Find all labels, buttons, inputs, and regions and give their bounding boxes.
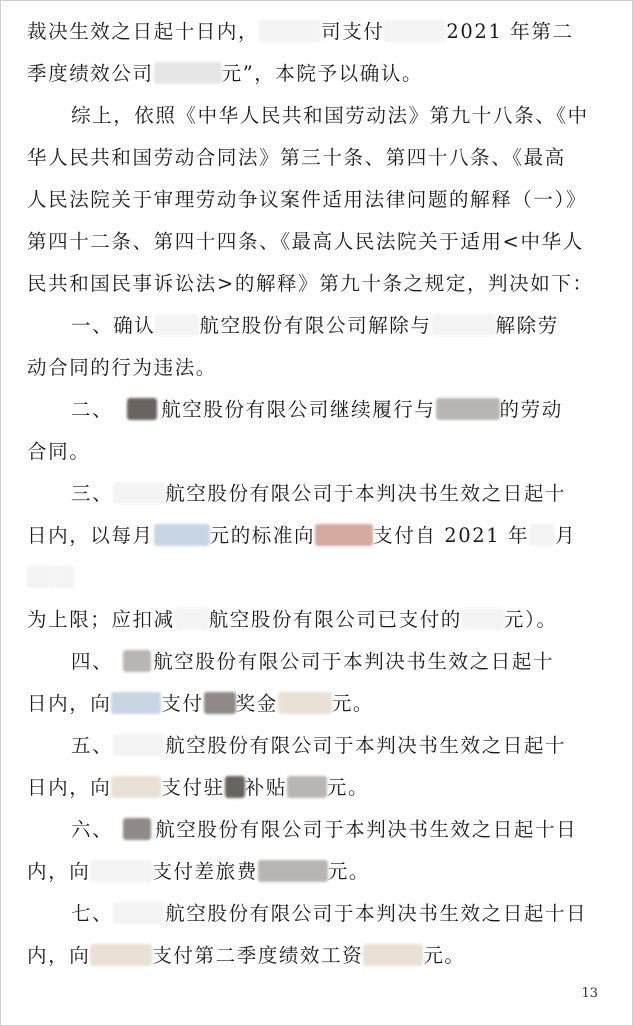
text-segment: 三、 bbox=[71, 482, 114, 505]
redaction-block bbox=[462, 608, 504, 630]
redaction-block bbox=[27, 566, 55, 588]
text-segment: 奖金 bbox=[235, 692, 278, 715]
text-segment: 日内，向 bbox=[27, 692, 112, 715]
text-segment: 元”，本院予以确认。 bbox=[221, 62, 424, 85]
redaction-block bbox=[258, 860, 328, 882]
text-segment: 合同。 bbox=[27, 440, 91, 463]
redaction-block bbox=[155, 314, 199, 336]
redaction-block bbox=[384, 20, 446, 42]
text-line bbox=[71, 397, 563, 423]
page-number: 13 bbox=[581, 986, 598, 1001]
text-segment: 二、 bbox=[71, 398, 114, 421]
text-segment: 民共和国民事诉讼法>的解释》第九十条之规定，判决如下： bbox=[27, 272, 594, 295]
text-segment: 内，向 bbox=[27, 860, 91, 883]
text-segment: 为上限；应扣减 bbox=[27, 608, 175, 631]
redaction-block bbox=[123, 650, 151, 672]
text-segment: 裁决生效之日起十日内， bbox=[27, 20, 260, 43]
text-line bbox=[71, 901, 587, 927]
redaction-block bbox=[259, 20, 321, 42]
text-line bbox=[27, 145, 566, 171]
redaction-block bbox=[363, 944, 423, 966]
redaction-block bbox=[432, 314, 496, 336]
text-segment: 动合同的行为违法。 bbox=[27, 356, 217, 379]
text-line bbox=[27, 61, 423, 87]
text-line bbox=[27, 439, 90, 465]
redaction-block bbox=[90, 944, 152, 966]
text-line bbox=[71, 313, 559, 339]
text-segment: 航空股份有限公司于本判决书生效之日起十 bbox=[165, 734, 567, 757]
text-segment: 五、 bbox=[71, 734, 114, 757]
text-segment: 季度绩效公司 bbox=[27, 62, 154, 85]
redaction-block bbox=[123, 818, 151, 840]
text-segment: 补贴 bbox=[244, 776, 287, 799]
text-line bbox=[27, 19, 574, 45]
text-segment: 元。 bbox=[326, 776, 370, 799]
redaction-block bbox=[127, 398, 157, 420]
text-segment: 航空股份有限公司于本判决书生效之日起十 bbox=[153, 650, 555, 673]
text-segment: 内，向 bbox=[27, 944, 91, 967]
text-segment: 航空股份有限公司于本判决书生效之日起十 bbox=[165, 482, 567, 505]
text-segment: 支付 bbox=[161, 692, 204, 715]
text-segment: 航空股份有限公司于本判决书生效之日起十日 bbox=[155, 818, 578, 841]
text-segment: 2021 年第二 bbox=[446, 20, 574, 43]
text-line bbox=[71, 649, 554, 675]
text-segment: 四、 bbox=[71, 650, 114, 673]
text-line bbox=[27, 607, 557, 633]
text-segment: 元。 bbox=[423, 944, 466, 967]
text-line bbox=[27, 523, 576, 549]
text-segment: 月 bbox=[555, 524, 577, 547]
redaction-block bbox=[90, 860, 152, 882]
text-line bbox=[27, 943, 466, 969]
text-segment: 元。 bbox=[327, 860, 371, 883]
text-segment: 第四十二条、第四十四条、《最高人民法院关于适用<中华人 bbox=[27, 230, 584, 253]
text-segment: 支付驻 bbox=[161, 776, 225, 799]
redaction-block bbox=[287, 776, 327, 798]
text-segment: 综上，依照《中华人民共和国劳动法》第九十八条、《中 bbox=[71, 104, 589, 127]
redaction-block bbox=[113, 902, 165, 924]
redaction-block bbox=[154, 62, 222, 84]
text-segment: 支付自 2021 年 bbox=[373, 524, 530, 547]
text-line bbox=[27, 355, 217, 381]
text-line bbox=[27, 229, 584, 255]
redaction-block bbox=[204, 692, 236, 714]
redaction-block bbox=[529, 524, 555, 546]
redaction-block bbox=[225, 776, 245, 798]
text-segment: 支付第二季度绩效工资 bbox=[152, 944, 364, 967]
text-segment: 七、 bbox=[71, 902, 114, 925]
text-segment: 航空股份有限公司解除与 bbox=[199, 314, 432, 337]
redaction-block bbox=[113, 734, 165, 756]
text-line bbox=[71, 481, 566, 507]
text-line bbox=[27, 775, 369, 801]
text-segment: 司支付 bbox=[321, 20, 385, 43]
text-segment: 解除劳 bbox=[495, 314, 559, 337]
text-segment: 航空股份有限公司于本判决书生效之日起十日 bbox=[165, 902, 588, 925]
redaction-block bbox=[175, 608, 209, 630]
redaction-block bbox=[113, 482, 165, 504]
text-segment: 的劳动 bbox=[499, 398, 563, 421]
text-segment: 日内，向 bbox=[27, 776, 112, 799]
text-segment: 日内，以每月 bbox=[27, 524, 154, 547]
text-line bbox=[71, 733, 566, 759]
text-segment: 六、 bbox=[71, 818, 114, 841]
redaction-block bbox=[154, 524, 210, 546]
redaction-block bbox=[111, 692, 161, 714]
text-line bbox=[71, 103, 589, 129]
text-segment: 航空股份有限公司继续履行与 bbox=[161, 398, 436, 421]
text-line bbox=[27, 565, 75, 591]
text-line bbox=[27, 691, 374, 717]
text-segment: 元）。 bbox=[503, 608, 558, 631]
text-segment: 元的标准向 bbox=[209, 524, 316, 547]
redaction-block bbox=[278, 692, 332, 714]
text-segment: 人民法院关于审理劳动争议案件适用法律问题的解释（一）》 bbox=[27, 188, 587, 211]
text-segment: 华人民共和国劳动合同法》第三十条、第四十八条、《最高 bbox=[27, 146, 566, 169]
redaction-block bbox=[315, 524, 373, 546]
text-line bbox=[27, 859, 370, 885]
text-line bbox=[27, 187, 587, 213]
text-line bbox=[27, 271, 594, 297]
text-segment: 支付差旅费 bbox=[152, 860, 258, 883]
redaction-block bbox=[55, 566, 75, 588]
text-segment: 元。 bbox=[331, 692, 375, 715]
text-segment: 航空股份有限公司已支付的 bbox=[208, 608, 462, 631]
redaction-block bbox=[436, 398, 500, 420]
text-segment: 一、确认 bbox=[71, 314, 156, 337]
text-line bbox=[71, 817, 577, 843]
redaction-block bbox=[111, 776, 161, 798]
